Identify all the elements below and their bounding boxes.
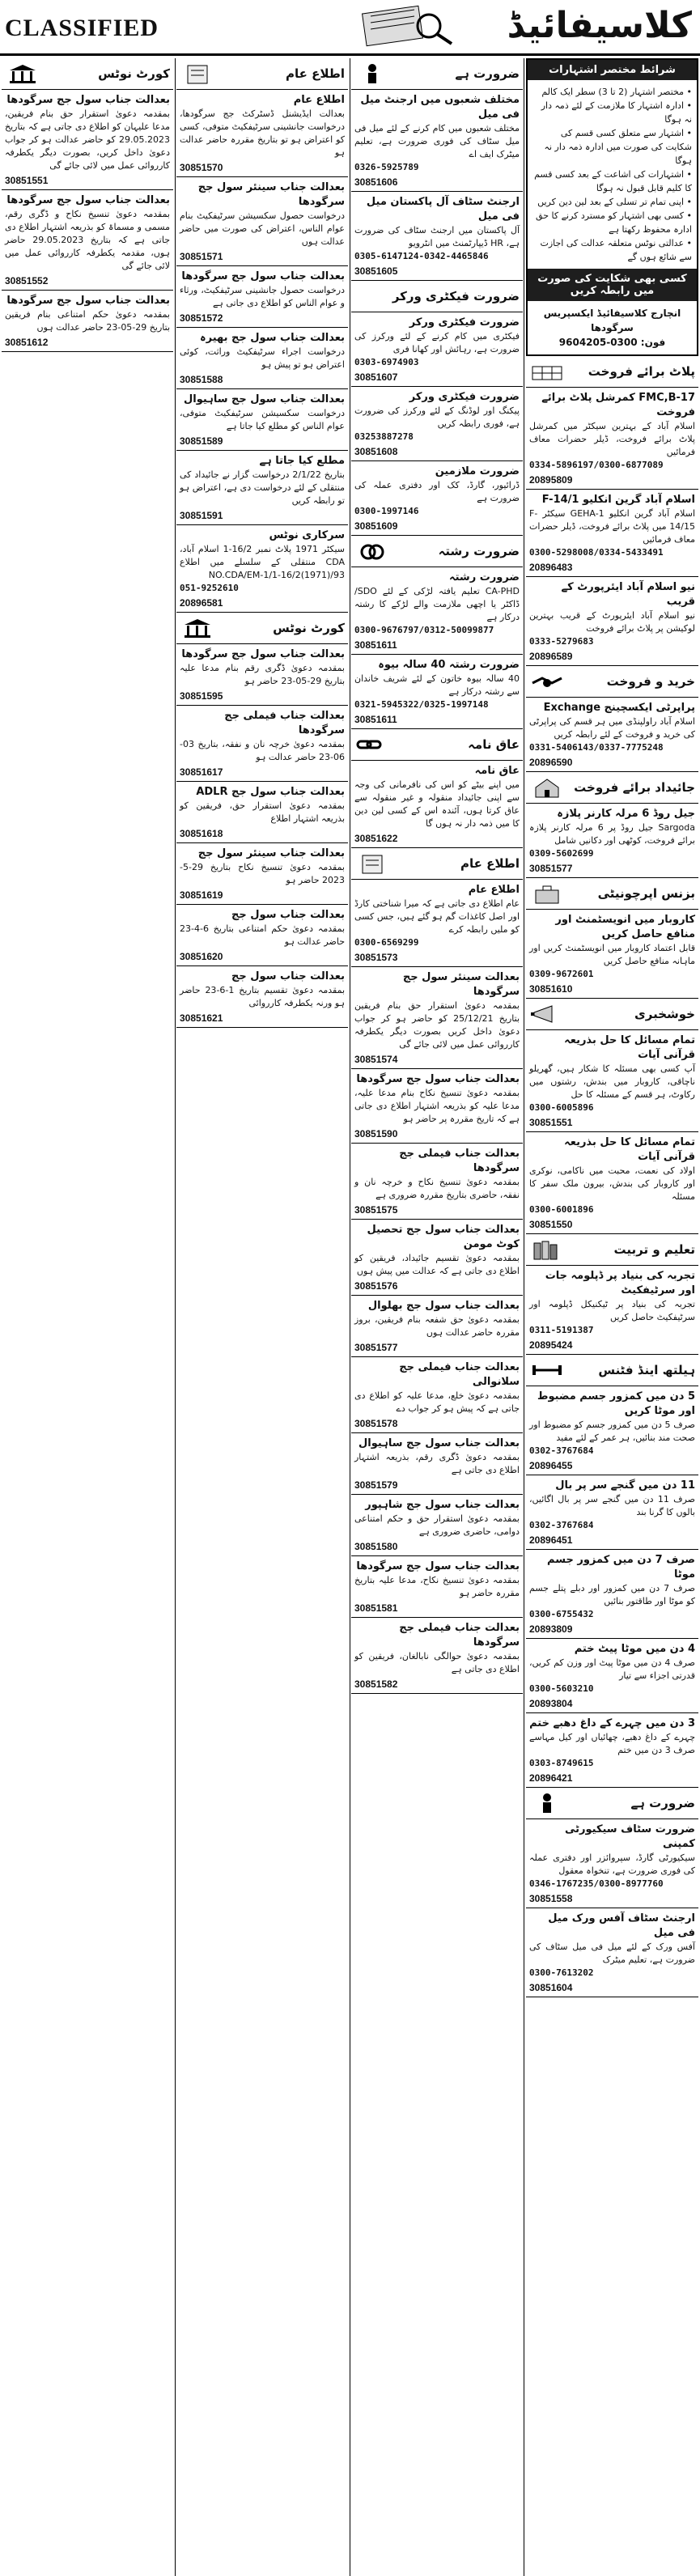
ad-heading: 5 دن میں کمزور جسم مضبوط اور موٹا کریں — [537, 1390, 695, 1417]
classified-ad — [526, 1713, 698, 1788]
ad-heading: بعدالت جناب سول جج سرگودھا — [356, 1560, 520, 1572]
court-icon — [180, 617, 215, 639]
ad-phone: 0302-3767684 — [529, 1520, 594, 1530]
classified-ad — [351, 90, 523, 192]
ad-phone: 0300-7613202 — [529, 1967, 594, 1978]
ad-body: درخواست حصول سکسیشن سرٹیفکیٹ بنام عوام الناس، اعتراض کی صورت میں حاضر عدالت ہوں — [180, 210, 345, 247]
ad-heading: بعدالت جناب سینئر سول جج سرگودھا — [197, 181, 345, 208]
ad-code: 30851576 — [354, 1280, 398, 1292]
section-title: کورٹ نوٹس — [273, 621, 345, 635]
column-2 — [351, 58, 523, 2576]
ad-phone: 0309-5602699 — [529, 848, 594, 859]
ad-body: آل پاکستان میں ارجنٹ سٹاف کی ضرورت ہے، HR ڈیپارٹمنٹ میں انٹرویو — [354, 225, 520, 248]
classified-ad — [526, 698, 698, 772]
classified-ad — [176, 389, 348, 451]
ad-body: صرف 7 دن میں کمزور اور دبلے پتلے جسم کو موٹا اور طاقتور بنائیں — [529, 1583, 695, 1606]
classified-ad — [526, 1908, 698, 1997]
section-header — [176, 613, 348, 644]
ad-body: اسلام آباد گرین انکلیو GEHA-1 سیکٹر F-14/15 میں پلاٹ برائے فروخت، ڈیلر حضرات معاف فرمائیں — [529, 508, 695, 545]
classified-ad — [351, 1296, 523, 1357]
ad-code: 30851572 — [180, 312, 223, 324]
column-3 — [176, 58, 348, 2576]
section-title: ہیلتھ اینڈ فٹنس — [598, 1363, 695, 1377]
handshake-icon — [529, 670, 565, 693]
section-header — [526, 878, 698, 910]
ad-code: 30851582 — [354, 1678, 398, 1690]
ad-body: 40 سالہ بیوہ خاتون کے لئے شریف خاندان سے رشتہ درکار ہے — [354, 673, 520, 697]
ad-body: نیو اسلام آباد ایئرپورٹ کے قریب بہترین لوکیشن پر پلاٹ برائے فروخت — [529, 610, 695, 634]
section-header — [526, 999, 698, 1030]
ad-code: 30851608 — [354, 446, 398, 457]
classified-ad — [526, 1386, 698, 1475]
notice-icon — [180, 62, 215, 85]
ad-phone: 0300-6001896 — [529, 1204, 594, 1215]
newspaper-illustration-icon — [340, 5, 461, 47]
ad-code: 30851611 — [354, 714, 397, 725]
classified-ad — [526, 910, 698, 999]
ad-body: صرف 4 دن میں موٹا پیٹ اور وزن کم کریں، قدرتی اجزاء سے تیار — [529, 1657, 696, 1681]
ad-heading: بعدالت جناب سول جج سرگودھا — [6, 94, 170, 106]
classified-ad — [526, 1639, 698, 1713]
section-header — [351, 729, 523, 761]
ad-code: 30851621 — [180, 1012, 223, 1024]
classified-ad — [351, 387, 523, 461]
ad-body: بعدالت ایڈیشنل ڈسٹرکٹ جج سرگودھا، درخواست جانشینی سرٹیفکیٹ متوفی، کسی کو اعتراض ہو تو بتاریخ مقررہ حاضر عدالت ہو — [180, 108, 345, 158]
ad-heading: بعدالت جناب سول جج سرگودھا — [6, 194, 170, 206]
ad-code: 20893809 — [529, 1623, 573, 1635]
title-urdu: کلاسیفائیڈ — [507, 5, 692, 46]
ad-body: بمقدمہ دعویٰ استقرار حق بنام فریقین، مدعا علیہان کو اطلاع دی جاتی ہے کہ بتاریخ 29.05.2023 کو حاضر عدالت ہو کر جواب دعویٰ داخل کریں، بصورت دیگر یکطرفہ کارروائی عمل میں لائی جائے گی — [5, 108, 170, 171]
classified-ad — [351, 312, 523, 387]
classified-ad — [526, 490, 698, 577]
ad-heading: عاق نامہ — [474, 765, 520, 777]
classified-ad — [351, 461, 523, 536]
ad-body: بمقدمہ دعویٰ خلع، مدعا علیہ کو اطلاع دی جاتی ہے کہ پیش ہو کر جواب دے — [354, 1390, 520, 1414]
court-icon — [5, 62, 40, 85]
title-english: CLASSIFIED — [5, 15, 159, 41]
section-header — [176, 58, 348, 90]
ad-heading: ضرورت ملازمین — [435, 465, 520, 477]
ad-phone: 03253887278 — [354, 431, 414, 442]
ad-code: 30851605 — [354, 265, 398, 277]
ad-heading: بعدالت جناب سول جج بھیرہ — [200, 332, 345, 344]
ad-code: 20896581 — [180, 597, 223, 609]
ad-body: چہرے کے داغ دھبے، چھائیاں اور کیل مہاسے صرف 3 دن میں ختم — [529, 1732, 695, 1755]
ad-code: 30851609 — [354, 520, 398, 532]
classified-ad — [351, 1357, 523, 1433]
ad-code: 30851612 — [5, 337, 49, 348]
classified-ad — [351, 192, 523, 281]
ad-heading: تجربہ کی بنیاد پر ڈپلومہ جات اور سرٹیفکیٹ — [545, 1270, 695, 1296]
megaphone-icon — [529, 1003, 565, 1025]
ad-body: بمقدمہ دعویٰ تنسیخ نکاح بنام مدعا علیہ، مدعا علیہ کو بذریعہ اشتہار اطلاع دی جاتی ہے کہ تاریخ مقررہ پر حاضر ہو — [354, 1088, 520, 1124]
ad-heading: 11 دن میں گنجے سر پر بال — [555, 1479, 695, 1492]
rule-item: • کسی بھی اشتہار کو مسترد کرنے کا حق ادارہ محفوظ رکھتا ہے — [536, 210, 692, 235]
ad-code: 30851579 — [354, 1479, 398, 1491]
complaint-band: کسی بھی شکایت کی صورت میں رابطہ کریں — [528, 269, 697, 301]
classified-ad — [2, 291, 173, 352]
ad-code: 30851570 — [180, 162, 223, 173]
ad-body: سیکٹر 1971 پلاٹ نمبر 16/2-1 اسلام آباد، CDA منتقلی کے سلسلے میں اطلاع NO.CDA/EM-1/1-16/2(1971)/93 — [180, 544, 346, 580]
classified-ad — [526, 577, 698, 666]
section-title: ضرورت رشتہ — [438, 544, 520, 558]
contact-phone: فون: 0300-9604205 — [558, 337, 666, 348]
ad-body: بتاریخ 2/1/22 درخواست گزار نے جائیداد کی منتقلی کے لئے درخواست دی ہے، اعتراض ہو تو رابطہ کریں — [180, 469, 345, 506]
ad-code: 30851610 — [529, 983, 573, 995]
classified-ad — [176, 177, 348, 266]
classified-ad — [351, 1220, 523, 1296]
ad-code: 30851575 — [354, 1204, 398, 1216]
ad-body: بمقدمہ دعویٰ تقسیم جائیداد، فریقین کو اطلاع دی جاتی ہے کہ عدالت میں پیش ہوں — [354, 1253, 520, 1276]
ad-phone: 0346-1767235/0300-8977760 — [529, 1878, 664, 1889]
ad-phone: 0305-6147124-0342-4465846 — [354, 251, 489, 261]
ad-phone: 0300-6005896 — [529, 1102, 594, 1113]
ad-phone: 0303-8749615 — [529, 1758, 594, 1768]
ad-heading: بعدالت جناب سینئر سول جج — [197, 847, 345, 859]
ad-heading: ارجنٹ سٹاف آل پاکستان میل فی میل — [366, 196, 520, 223]
ad-body: بمقدمہ دعویٰ خرچہ نان و نفقہ، بتاریخ 03-06-23 حاضر عدالت ہو — [180, 739, 345, 762]
ad-code: 30851620 — [180, 951, 223, 962]
rule-item: • اپنی تمام تر تسلی کے بعد لین دین کریں — [537, 197, 692, 207]
classified-ad — [526, 1819, 698, 1908]
ad-heading: جیل روڈ 6 مرلہ کارنر پلازہ — [557, 808, 695, 820]
classified-ad — [351, 1069, 523, 1144]
ad-body: درخواست سکسیشن سرٹیفکیٹ متوفی، عوام الناس کو مطلع کیا جاتا ہے — [180, 408, 345, 431]
ad-phone: 0300-5603210 — [529, 1683, 594, 1694]
ad-phone: 0309-9672601 — [529, 969, 594, 979]
section-header — [2, 58, 173, 90]
section-title: خوشخبری — [634, 1007, 695, 1021]
ad-heading: سرکاری نوٹس — [269, 529, 345, 541]
classified-ad — [526, 388, 698, 490]
ad-body: بمقدمہ دعویٰ تقسیم بتاریخ 1-6-23 حاضر ہو ورنہ یکطرفہ کارروائی — [180, 985, 346, 1008]
ad-heading: FMC,B-17 کمرشل پلاٹ برائے فروخت — [541, 392, 695, 418]
section-header — [351, 848, 523, 880]
classified-ad — [176, 966, 348, 1028]
ad-body: درخواست حصول جانشینی سرٹیفکیٹ، ورثاء و عوام الناس کو اطلاع دی جاتی ہے — [180, 285, 345, 308]
ad-code: 30851618 — [180, 828, 223, 839]
ad-code: 30851580 — [354, 1541, 398, 1552]
ad-heading: مطلع کیا جاتا ہے — [259, 455, 345, 467]
ad-phone: 0333-5279683 — [529, 636, 594, 647]
section-title: جائیداد برائے فروخت — [574, 780, 695, 795]
ad-heading: بعدالت جناب سول جج — [231, 909, 345, 921]
ad-body: سیکیورٹی گارڈ، سپروائزر اور دفتری عملہ کی فوری ضرورت ہے، تنخواہ معقول — [529, 1852, 695, 1876]
ad-body: بمقدمہ دعویٰ استقرار حق بنام فریقین بتاریخ 25/12/21 کو حاضر ہو کر جواب دعویٰ داخل کریں بصورت دیگر یکطرفہ کارروائی عمل میں لائی جائے گی — [354, 1000, 520, 1050]
ad-body: بمقدمہ دعویٰ ڈگری رقم بنام مدعا علیہ بتاریخ 29-05-23 حاضر ہو — [180, 663, 345, 686]
classified-ad — [176, 706, 348, 782]
ad-body: آپ کسی بھی مسئلہ کا شکار ہیں، گھریلو ناچاقی، کاروبار میں بندش، رشتوں میں رکاوٹ، ہر قسم کے مسئلہ کا حل — [529, 1063, 695, 1100]
page-header — [0, 0, 700, 56]
ad-code: 20896451 — [529, 1534, 573, 1546]
ad-code: 30851574 — [354, 1054, 398, 1065]
ad-body: بمقدمہ دعویٰ ڈگری رقم، بذریعہ اشتہار اطلاع دی جاتی ہے — [354, 1452, 520, 1475]
section-header — [526, 1355, 698, 1386]
ad-code: 20896589 — [529, 651, 573, 662]
ad-phone: 0300-1997146 — [354, 506, 419, 516]
ad-code: 30851577 — [529, 863, 573, 874]
ad-body: بمقدمہ دعویٰ تنسیخ نکاح، مدعا علیہ بتاریخ مقررہ حاضر ہو — [354, 1575, 520, 1598]
classified-ad — [176, 328, 348, 389]
section-title: ضرورت ہے — [630, 1796, 695, 1810]
ad-code: 30851604 — [529, 1982, 573, 1993]
ad-body: میں اپنے بیٹے کو اس کی نافرمانی کی وجہ سے اپنی جائیداد منقولہ و غیر منقولہ سے عاق کرتا ہوں، آئندہ اس کے کسی لین دین کا میں ذمہ دار نہ ہوں گا — [354, 779, 520, 829]
ad-heading: ارجنٹ سٹاف آفس ورک میل فی میل — [548, 1912, 695, 1939]
classified-ad — [351, 967, 523, 1069]
ad-heading: بعدالت جناب سول جج بھلوال — [367, 1300, 520, 1312]
rule-item: • اشتہار سے متعلق کسی قسم کی شکایت کی صورت میں ادارہ ذمہ دار نہ ہوگا — [544, 128, 692, 166]
ad-body: تجربہ کی بنیاد پر ٹیکنیکل ڈپلومہ اور سرٹیفکیٹ حاصل کریں — [529, 1299, 695, 1322]
ad-heading: بعدالت جناب سول جج ADLR — [196, 786, 345, 798]
ad-heading: کاروبار میں انویسٹمنٹ اور منافع حاصل کریں — [555, 914, 695, 940]
ad-heading: ضرورت فیکٹری ورکر — [409, 391, 520, 403]
section-title: کورٹ نوٹس — [98, 66, 170, 81]
ad-body: CA-PHD تعلیم یافتہ لڑکی کے لئے SDO/ڈاکٹر یا اچھی ملازمت والے لڑکے کا رشتہ درکار ہے — [354, 586, 520, 622]
ad-phone: 0321-5945322/0325-1997148 — [354, 699, 489, 710]
briefcase-icon — [529, 882, 565, 905]
ad-code: 30851607 — [354, 371, 398, 383]
classified-ad — [176, 905, 348, 966]
ad-phone: 0302-3767684 — [529, 1445, 594, 1456]
notice-icon — [354, 852, 390, 875]
rule-item: • اشتہارات کی اشاعت کے بعد کسی قسم کا کلیم قابل قبول نہ ہوگا — [534, 169, 692, 193]
classified-ad — [351, 1618, 523, 1694]
ad-heading: نیو اسلام آباد ایئرپورٹ کے قریب — [561, 581, 695, 608]
section-title: بزنس اپرچونیٹی — [597, 886, 695, 901]
ad-code: 30851611 — [354, 639, 397, 651]
ad-heading: صرف 7 دن میں کمزور جسم موٹا — [547, 1554, 695, 1581]
classified-ad — [351, 1556, 523, 1618]
ad-heading: بعدالت جناب سول جج شاہپور — [365, 1499, 520, 1511]
ad-body: اسلام آباد کے بہترین سیکٹر میں کمرشل پلاٹ برائے فروخت، ڈیلر حضرات معاف فرمائیں — [529, 421, 695, 457]
ad-heading: ضرورت رشتہ — [449, 571, 520, 584]
ad-phone: 051-9252610 — [180, 583, 239, 593]
ad-heading: بعدالت جناب فیملی جج سرگودھا — [399, 1622, 520, 1649]
ad-heading: بعدالت جناب سول جج سرگودھا — [181, 648, 345, 660]
ad-heading: 3 دن میں چہرے کے داغ دھبے ختم — [529, 1717, 695, 1729]
contact-box — [528, 301, 697, 356]
section-header — [351, 536, 523, 567]
ad-code: 20896421 — [529, 1772, 573, 1784]
ad-body: قابل اعتماد کاروبار میں انویسٹمنٹ کریں اور ماہانہ منافع حاصل کریں — [529, 943, 695, 966]
ad-body: اولاد کی نعمت، محبت میں ناکامی، نوکری اور کاروبار کی بندش، بیرون ملک سفر کا مسئلہ — [529, 1165, 695, 1202]
section-title: تعلیم و تربیت — [613, 1242, 695, 1257]
classified-ad — [176, 782, 348, 843]
classified-ad — [351, 761, 523, 848]
ad-body: درخواست اجراء سرٹیفکیٹ وراثت، کوئی اعتراض ہو تو پیش ہو — [180, 346, 345, 370]
fitness-icon — [529, 1359, 565, 1381]
classified-ad — [176, 525, 348, 613]
ad-phone: 0300-6569299 — [354, 937, 419, 948]
ad-code: 30851581 — [354, 1602, 398, 1614]
ad-body: صرف 11 دن میں گنجے سر پر بال اگائیں، بالوں کا گرنا بند — [529, 1494, 695, 1517]
ad-heading: اسلام آباد گرین انکلیو F-14/1 — [541, 494, 695, 506]
ad-body: ڈرائیور، گارڈ، کک اور دفتری عملہ کی ضرورت ہے — [354, 480, 520, 503]
ad-heading: بعدالت جناب سول جج سرگودھا — [6, 295, 170, 307]
rules-title: شرائط مختصر اشتہارات — [528, 60, 697, 80]
rule-item: • عدالتی نوٹس متعلقہ عدالت کی اجازت سے شائع ہوں گے — [540, 238, 692, 262]
ad-body: عام اطلاع دی جاتی ہے کہ میرا شناختی کارڈ اور اصل کاغذات گم ہو گئے ہیں، جس کسی کو ملیں رابطہ کرے — [354, 898, 520, 935]
classified-ad — [526, 1030, 698, 1132]
ad-body: بمقدمہ دعویٰ حکم امتناعی بتاریخ 6-4-23 حاضر عدالت ہو — [180, 923, 345, 947]
ad-phone: 0311-5191387 — [529, 1325, 594, 1335]
ad-heading: بعدالت جناب سول جج — [231, 970, 345, 982]
classified-ad — [176, 266, 348, 328]
section-title: خرید و فروخت — [606, 674, 695, 689]
ad-body: بمقدمہ دعویٰ تنسیخ نکاح و خرچہ نان و نفقہ، حاضری بتاریخ مقررہ ضروری ہے — [354, 1177, 520, 1200]
rules-list — [528, 80, 697, 269]
classified-ad — [176, 843, 348, 905]
classified-ad — [351, 880, 523, 967]
ad-phone: 0326-5925789 — [354, 162, 419, 172]
ad-heading: 4 دن میں موٹا پیٹ ختم — [574, 1643, 695, 1655]
ad-body: بمقدمہ دعویٰ حکم امتناعی بنام فریقین بتاریخ 29-05-23 حاضر عدالت ہوں — [5, 309, 170, 333]
ad-code: 30851589 — [180, 435, 223, 447]
section-title: پلاٹ برائے فروخت — [588, 364, 695, 379]
ad-heading: بعدالت جناب سول جج سرگودھا — [181, 270, 345, 282]
ad-heading: بعدالت جناب فیملی جج سرگودھا — [224, 710, 345, 736]
ad-heading: بعدالت جناب سول جج سرگودھا — [356, 1073, 520, 1085]
ad-body: بمقدمہ دعویٰ حق شفعہ بنام فریقین، بروز مقررہ حاضر عدالت ہوں — [354, 1314, 520, 1338]
ad-code: 20896455 — [529, 1460, 573, 1471]
ad-heading: بعدالت جناب فیملی جج سلانوالی — [399, 1361, 520, 1388]
ad-phone: 0303-6974903 — [354, 357, 419, 367]
ad-body: بمقدمہ دعویٰ تنسیخ نکاح بتاریخ 29-5-2023 حاضر ہو — [180, 862, 345, 885]
house-icon — [529, 776, 565, 799]
ad-heading: بعدالت جناب سول جج ساہیوال — [358, 1437, 520, 1449]
ad-heading: اطلاع عام — [293, 94, 345, 106]
section-title: ضرورت فیکٹری ورکر — [392, 289, 520, 303]
classified-ad — [526, 1266, 698, 1355]
ad-heading: بعدالت جناب سول جج تحصیل کوٹ مومن — [367, 1224, 520, 1250]
rings-icon — [354, 540, 390, 562]
ad-heading: تمام مسائل کا حل بذریعہ قرآنی آیات — [564, 1034, 695, 1061]
ad-body: Sargoda جیل روڈ پر 6 مرلہ کارنر پلازہ برائے فروخت، کوٹھی اور دکانیں شامل — [529, 822, 695, 846]
ad-heading: بعدالت جناب سول جج ساہیوال — [184, 393, 345, 405]
ad-heading: بعدالت جناب فیملی جج سرگودھا — [399, 1148, 520, 1174]
ad-body: فیکٹری میں کام کرنے کے لئے ورکرز کی ضرورت ہے، رہائش اور کھانا فری — [354, 331, 520, 354]
ad-body: بمقدمہ دعویٰ تنسیخ نکاح و ڈگری رقم، مسمی و مسماۃ کو بذریعہ اشتہار اطلاع دی جاتی ہے کہ بتاریخ 29.05.2023 حاضر ہوں، مقدمہ یکطرفہ کارروائی عمل میں لائی جائے گی — [5, 209, 170, 271]
ad-body: پیکنگ اور لوڈنگ کے لئے ورکرز کی ضرورت ہے، فوری رابطہ کریں — [354, 405, 520, 429]
classified-ad — [176, 451, 348, 525]
ad-heading: پراپرٹی ایکسچینج Exchange — [543, 702, 695, 714]
ad-code: 30851552 — [5, 275, 49, 286]
ad-code: 30851617 — [180, 766, 223, 778]
section-title: اطلاع عام — [460, 856, 520, 871]
ad-code: 20895809 — [529, 474, 573, 486]
rule-item: • مختصر اشتہار (2 تا 3) سطر ایک کالم — [541, 87, 692, 97]
column-4 — [2, 58, 173, 2576]
plot-icon — [529, 360, 565, 383]
rules-box — [526, 58, 698, 356]
ad-body: اسلام آباد راولپنڈی میں ہر قسم کی پراپرٹی کی خرید و فروخت کے لئے رابطہ کریں — [529, 716, 695, 740]
classified-ad — [526, 1132, 698, 1234]
ad-code: 30851606 — [354, 176, 398, 188]
classified-ad — [351, 1433, 523, 1495]
ad-code: 30851551 — [529, 1117, 573, 1128]
rule-item: • ادارہ اشتہار کا ملازمت کے لئے ذمہ دار نہ ہوگا — [541, 100, 692, 125]
ad-body: آفس ورک کے لئے میل فی میل سٹاف کی ضرورت ہے، تعلیم میٹرک — [529, 1942, 695, 1965]
ad-code: 30851550 — [529, 1219, 573, 1230]
ad-body: بمقدمہ دعویٰ حوالگی نابالغان، فریقین کو اطلاع دی جاتی ہے — [354, 1651, 520, 1674]
ad-body: صرف 5 دن میں کمزور جسم کو مضبوط اور صحت مند بنائیں، ہر عمر کے لئے مفید — [529, 1420, 696, 1443]
ad-phone: 0334-5896197/0300-6877089 — [529, 460, 664, 470]
ad-code: 30851595 — [180, 690, 223, 702]
ad-phone: 0331-5406143/0337-7775248 — [529, 742, 664, 753]
ad-code: 30851573 — [354, 952, 398, 963]
ad-code: 20896483 — [529, 562, 573, 573]
ad-code: 30851577 — [354, 1342, 398, 1353]
ad-phone: 0300-6755432 — [529, 1609, 594, 1619]
ad-body: مختلف شعبوں میں کام کرنے کے لئے میل فی میل سٹاف کی فوری ضرورت ہے، تعلیم میٹرک ایف اے — [354, 123, 520, 159]
ad-heading: مختلف شعبوں میں ارجنٹ میل فی میل — [360, 94, 520, 121]
section-header — [351, 58, 523, 90]
section-header — [526, 1234, 698, 1266]
books-icon — [529, 1238, 565, 1261]
ad-code: 30851590 — [354, 1128, 398, 1139]
ad-heading: تمام مسائل کا حل بذریعہ قرآنی آیات — [564, 1136, 695, 1163]
ad-code: 30851591 — [180, 510, 223, 521]
ad-body: بمقدمہ دعویٰ استقرار حق و حکم امتناعی دوامی، حاضری ضروری ہے — [354, 1513, 520, 1537]
ad-code: 20896590 — [529, 757, 573, 768]
classified-ad — [351, 1495, 523, 1556]
classified-ad — [526, 804, 698, 878]
ad-code: 20893804 — [529, 1698, 573, 1709]
classified-ad — [351, 655, 523, 729]
worker-icon — [529, 1792, 565, 1814]
ad-code: 30851578 — [354, 1418, 398, 1429]
ad-code: 30851551 — [5, 175, 49, 186]
ad-heading: ضرورت فیکٹری ورکر — [409, 316, 520, 329]
classified-ad — [526, 1475, 698, 1550]
ad-body: بمقدمہ دعویٰ استقرار حق، فریقین کو بذریعہ اشتہار اطلاع — [180, 800, 345, 824]
section-header — [526, 772, 698, 804]
section-header — [526, 666, 698, 698]
worker-icon — [354, 62, 390, 85]
ad-heading: ضرورت رشتہ 40 سالہ بیوہ — [378, 659, 520, 671]
ad-code: 30851558 — [529, 1893, 573, 1904]
section-title: ضرورت ہے — [455, 66, 520, 81]
ad-code: 30851619 — [180, 889, 223, 901]
section-header — [351, 281, 523, 312]
ad-heading: ضرورت سٹاف سیکیورٹی کمپنی — [564, 1823, 695, 1850]
ad-phone: 0300-9676797/0312-50099877 — [354, 625, 494, 635]
section-title: عاق نامہ — [468, 737, 520, 752]
classified-ad — [176, 644, 348, 706]
classified-ad — [351, 1144, 523, 1220]
section-header — [526, 356, 698, 388]
classified-ad — [526, 1550, 698, 1639]
ad-heading: اطلاع عام — [468, 884, 520, 896]
contact-label: انچارج کلاسیفائیڈ ایکسپریس سرگودھا — [543, 308, 681, 333]
classified-ad — [2, 90, 173, 190]
classified-ad — [351, 567, 523, 655]
ad-code: 30851588 — [180, 374, 223, 385]
ad-heading: بعدالت سینئر سول جج سرگودھا — [402, 971, 520, 998]
ad-phone: 0300-5298008/0334-5433491 — [529, 547, 664, 558]
section-title: اطلاع عام — [285, 66, 345, 81]
chain-icon — [354, 733, 390, 756]
ad-code: 30851571 — [180, 251, 223, 262]
classified-ad — [176, 90, 348, 177]
section-header — [526, 1788, 698, 1819]
column-1 — [526, 58, 698, 2576]
classified-ad — [2, 190, 173, 291]
ad-code: 30851622 — [354, 833, 398, 844]
ad-code: 20895424 — [529, 1339, 573, 1351]
